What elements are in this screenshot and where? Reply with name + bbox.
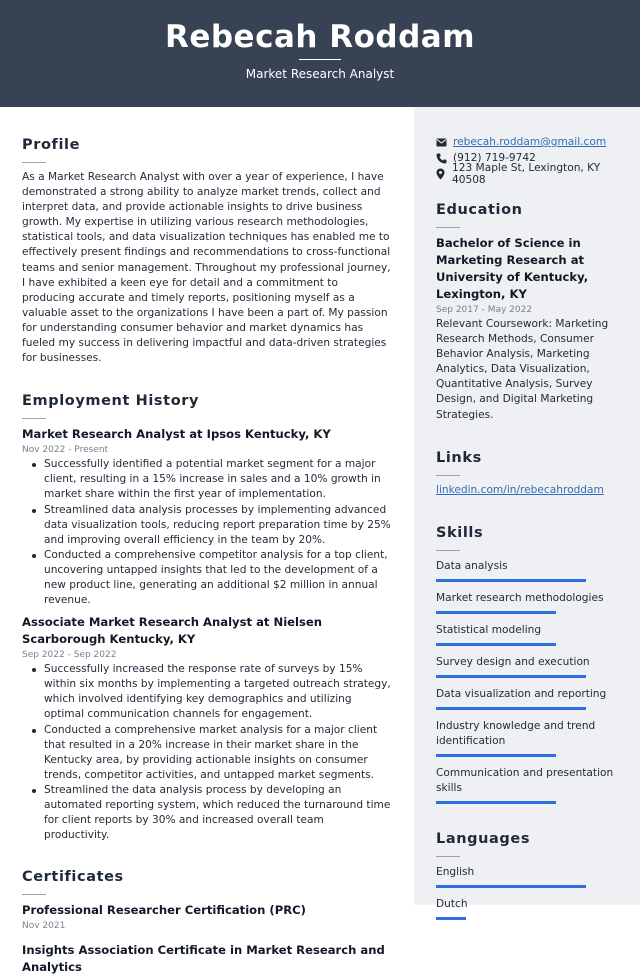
skill-label: Statistical modeling bbox=[436, 623, 542, 636]
certificate-entry bbox=[22, 902, 392, 933]
section-divider bbox=[436, 475, 460, 476]
candidate-title: Market Research Analyst bbox=[245, 67, 395, 81]
contact-block bbox=[436, 134, 626, 186]
address-text: 123 Maple St, Lexington, KY 40508 bbox=[451, 162, 601, 186]
job-date: Nov 2022 - Present bbox=[22, 445, 109, 456]
profile-text: As a Market Research Analyst with over a year of experience, I have demonstrated a strong ability to analyze market trends, collect and interpret data, and provide actionable insights to drive business growth. My expertise in utilizing various research methodologies, statistical tools, and data visualization techniques has enabled me to effectively present findings and recommendations to cross-functional teams and senior management. Throughout my professional journey, I have exhibited a keen eye for detail and a commitment to producing accurate and timely reports, positioning myself as a valuable asset to the organizations I have been a part of. My passion for understanding consumer behavior and market dynamics has fueled my success in delivering impactful and data-driven strategies for businesses. bbox=[22, 171, 391, 365]
skill-label: Market research methodologies bbox=[436, 591, 604, 604]
skill-bar-fill bbox=[436, 611, 556, 614]
map-pin-icon bbox=[436, 168, 452, 180]
language-item bbox=[436, 865, 626, 888]
section-divider bbox=[22, 162, 46, 163]
skill-item bbox=[436, 623, 626, 646]
job-date: Sep 2022 - Sep 2022 bbox=[22, 650, 117, 661]
certificates-heading: Certificates bbox=[22, 869, 124, 886]
language-bar bbox=[436, 885, 586, 888]
skills-heading: Skills bbox=[436, 524, 484, 541]
language-bar-fill bbox=[436, 885, 586, 888]
skill-label: Data analysis bbox=[436, 559, 508, 572]
coursework-text: Relevant Coursework: Marketing Research Methods, Consumer Behavior Analysis, Marketing Analytics, Data Visualization, Quantitative Analysis, Survey Design, and Digital Marketing Strategies. bbox=[436, 318, 609, 421]
skill-bar bbox=[436, 754, 586, 757]
job-bullet: Conducted a comprehensive market analysis for a major client that resulted in a 20% increase in their market share in the Kentucky area, by providing actionable insights on consumer trends, competitor activities, and untapped market segments. bbox=[44, 723, 392, 783]
section-divider bbox=[436, 856, 460, 857]
job-bullet: Successfully increased the response rate of surveys by 15% within six months by implementing a targeted outreach strategy, which involved identifying key demographics and utilizing optimal communication channels for engagement. bbox=[44, 662, 392, 722]
language-label: English bbox=[436, 865, 475, 878]
job-entry bbox=[22, 426, 392, 608]
job-title: Market Research Analyst at Ipsos Kentucky, KY bbox=[22, 427, 331, 442]
candidate-name: Rebecah Roddam bbox=[164, 19, 476, 55]
section-divider bbox=[22, 894, 46, 895]
certificate-entry bbox=[22, 942, 392, 976]
skill-bar-fill bbox=[436, 643, 556, 646]
resume-header bbox=[0, 0, 640, 107]
education-heading: Education bbox=[436, 202, 523, 218]
job-bullet: Conducted a comprehensive competitor analysis for a top client, uncovering untapped insights that led to the development of a new product line, generating an additional $2 million in annual revenue. bbox=[44, 548, 392, 608]
sidebar bbox=[414, 107, 640, 910]
skill-bar bbox=[436, 611, 586, 614]
phone-icon bbox=[436, 153, 453, 164]
skill-bar-fill bbox=[436, 801, 556, 804]
language-bar bbox=[436, 917, 586, 920]
skill-label: Data visualization and reporting bbox=[436, 687, 607, 700]
language-bar-fill bbox=[436, 917, 466, 920]
languages-list bbox=[436, 865, 626, 920]
section-divider bbox=[22, 418, 46, 419]
job-bullet: Streamlined data analysis processes by implementing advanced data visualization tools, reducing report preparation time by 25% and improving overall efficiency in the team by 20%. bbox=[44, 503, 392, 548]
section-divider bbox=[436, 550, 460, 551]
job-bullets bbox=[22, 662, 392, 843]
degree-date: Sep 2017 - May 2022 bbox=[436, 305, 533, 315]
links-heading: Links bbox=[436, 449, 482, 466]
skill-item bbox=[436, 687, 626, 710]
section-divider bbox=[436, 227, 460, 228]
linkedin-link[interactable]: linkedin.com/in/rebecahroddam bbox=[436, 483, 604, 496]
job-bullet: Successfully identified a potential market segment for a major client, resulting in a 15% increase in sales and a 10% growth in market share within the first year of implementation. bbox=[44, 457, 392, 502]
certificate-title: Insights Association Certificate in Market Research and Analytics bbox=[22, 943, 385, 975]
languages-heading: Languages bbox=[436, 830, 531, 847]
employment-section bbox=[22, 391, 392, 843]
language-item bbox=[436, 897, 626, 920]
profile-heading: Profile bbox=[22, 137, 81, 153]
degree-title: Bachelor of Science in Marketing Research at University of Kentucky, Lexington, KY bbox=[436, 236, 589, 301]
skills-list bbox=[436, 559, 626, 804]
header-divider bbox=[299, 59, 341, 60]
skills-section bbox=[436, 523, 626, 804]
employment-heading: Employment History bbox=[22, 393, 200, 410]
skill-item bbox=[436, 591, 626, 614]
skill-bar-fill bbox=[436, 707, 586, 710]
job-bullet: Streamlined the data analysis process by developing an automated reporting system, which reduced the turnaround time for client reports by 30% and increased overall team productivity. bbox=[44, 783, 392, 843]
envelope-icon bbox=[436, 138, 453, 147]
email-link[interactable]: rebecah.roddam@gmail.com bbox=[453, 136, 607, 148]
skill-item bbox=[436, 655, 626, 678]
skill-bar bbox=[436, 801, 586, 804]
links-section bbox=[436, 448, 626, 498]
phone-text: (912) 719-9742 bbox=[453, 152, 536, 164]
skill-bar-fill bbox=[436, 754, 556, 757]
skill-item bbox=[436, 766, 626, 804]
skill-bar-fill bbox=[436, 579, 586, 582]
certificate-date: Nov 2021 bbox=[22, 921, 66, 932]
main-column bbox=[22, 107, 392, 976]
skill-bar bbox=[436, 643, 586, 646]
skill-item bbox=[436, 559, 626, 582]
job-entry bbox=[22, 614, 392, 843]
job-bullets bbox=[22, 457, 392, 608]
skill-bar-fill bbox=[436, 675, 586, 678]
skill-bar bbox=[436, 675, 586, 678]
skill-bar bbox=[436, 579, 586, 582]
skill-bar bbox=[436, 707, 586, 710]
skill-label: Communication and presentation skills bbox=[436, 766, 614, 794]
job-title: Associate Market Research Analyst at Nielsen Scarborough Kentucky, KY bbox=[22, 615, 323, 647]
skill-item bbox=[436, 719, 626, 757]
certificate-title: Professional Researcher Certification (PRC) bbox=[22, 903, 306, 918]
profile-section bbox=[22, 135, 392, 366]
language-label: Dutch bbox=[436, 897, 468, 910]
education-section bbox=[436, 200, 626, 423]
skill-label: Survey design and execution bbox=[436, 655, 590, 668]
skill-label: Industry knowledge and trend identification bbox=[436, 719, 596, 747]
contact-email-row bbox=[436, 134, 626, 150]
certificates-section bbox=[22, 867, 392, 976]
languages-section bbox=[436, 829, 626, 920]
contact-address-row bbox=[436, 162, 626, 186]
